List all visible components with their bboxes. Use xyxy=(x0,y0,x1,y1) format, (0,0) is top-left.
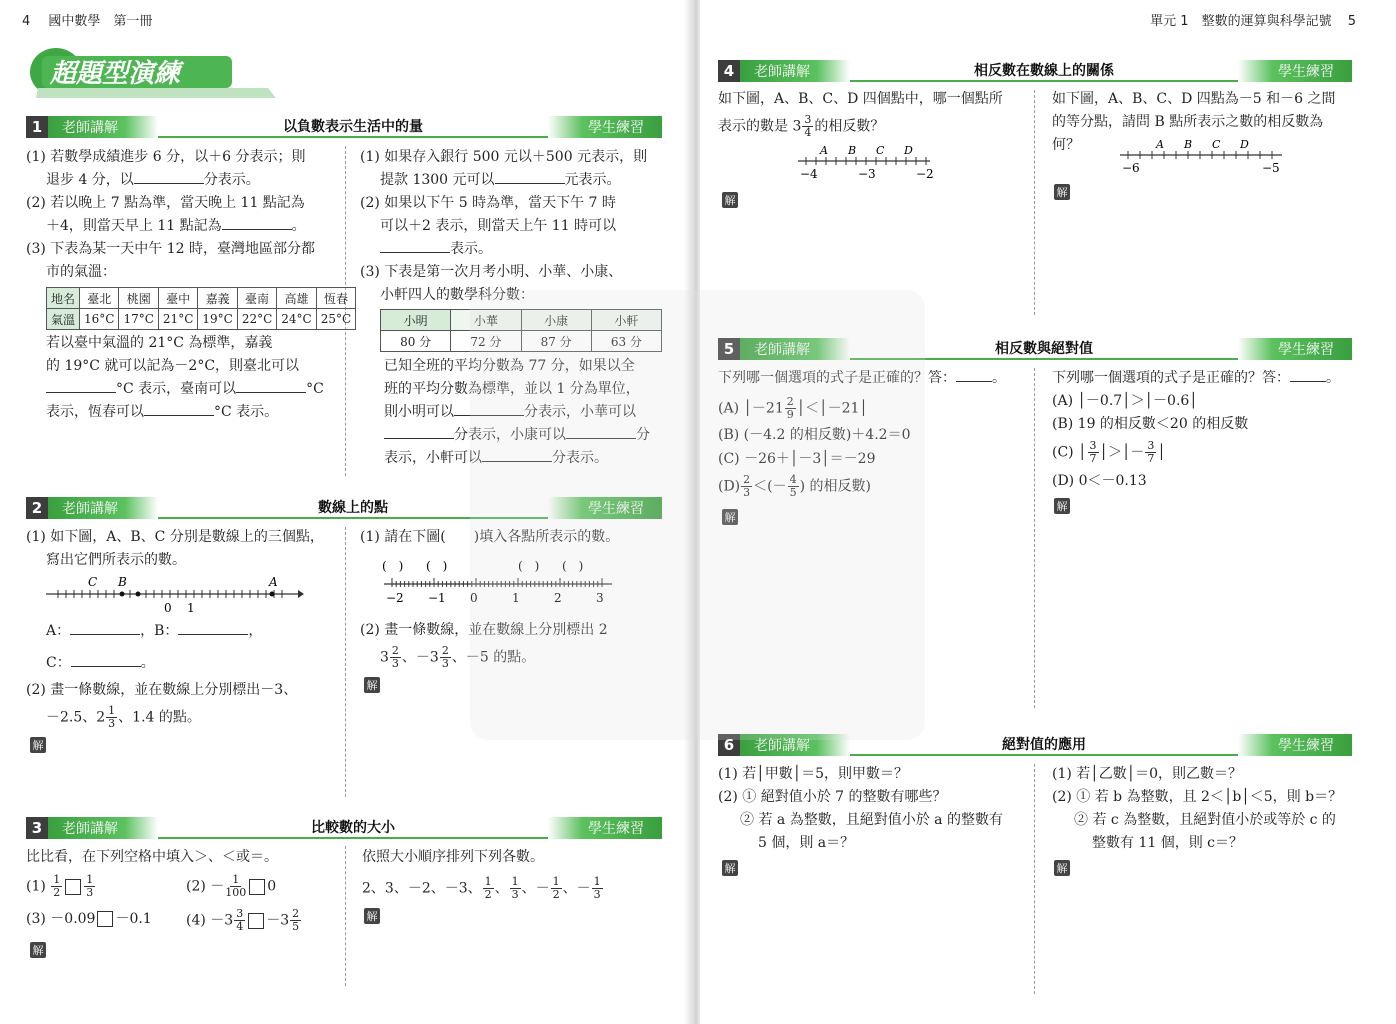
tick-label: −3 xyxy=(858,167,876,181)
text: 、 xyxy=(521,880,536,897)
point-label: B xyxy=(1184,138,1193,151)
table-cell: 22°C xyxy=(237,309,276,330)
text: 退步 4 分，以 xyxy=(46,172,134,188)
text-line xyxy=(384,424,650,447)
text-line xyxy=(46,378,324,401)
section-number: 3 xyxy=(26,817,48,839)
fraction: $\frac{1}{2}$ xyxy=(552,875,560,901)
text-line: (2) 畫一條數線，並在數線上分別標出－3、 xyxy=(26,682,298,698)
order-list xyxy=(362,876,604,901)
section-topic: 數線上的點 xyxy=(158,497,548,519)
table-row xyxy=(47,288,356,309)
table-row xyxy=(381,310,662,331)
text-line: (2) 如果以下午 5 時為準，當天下午 7 時 xyxy=(360,195,616,211)
text-line: 已知全班的平均分數為 77 分，如果以全 xyxy=(384,358,635,374)
text-line: 小軒四人的數學科分數： xyxy=(380,287,534,303)
text: 3 xyxy=(380,649,389,666)
text: ) 的相反數) xyxy=(799,478,871,495)
answer-blank[interactable] xyxy=(134,170,204,184)
denominator: 3 xyxy=(391,657,399,670)
table-cell: 臺北 xyxy=(80,288,119,309)
fraction xyxy=(785,396,796,421)
point-label-b: B xyxy=(118,575,127,589)
student-label: 學生練習 xyxy=(548,116,662,138)
text-line: 何？ xyxy=(1052,137,1080,153)
text-line: (3) 下表是第一次月考小明、小華、小康、 xyxy=(360,264,623,280)
text-line: 5 個，則 a＝？ xyxy=(758,835,855,851)
text-line: 可以＋2 表示，則當天上午 11 時可以 xyxy=(380,218,617,234)
text-line: 依照大小順序排列下列各數。 xyxy=(362,849,544,865)
tick-labels xyxy=(386,591,604,605)
solution-marker: 解 xyxy=(722,860,738,876)
page-number: 5 xyxy=(1347,14,1356,29)
text-line xyxy=(718,114,884,139)
fraction xyxy=(788,474,799,499)
option-b: (B) 19 的相反數＜20 的相反數 xyxy=(1052,416,1249,432)
section-topic: 以負數表示生活中的量 xyxy=(158,116,548,138)
denominator: 3 xyxy=(743,486,751,499)
number-line-fill xyxy=(378,556,618,608)
text: 。 xyxy=(992,370,1006,386)
section-topic: 相反數與絕對值 xyxy=(850,338,1238,360)
solution-marker: 解 xyxy=(30,737,46,753)
denominator: 4 xyxy=(804,126,812,139)
section-number: 6 xyxy=(718,734,740,756)
answer-blank[interactable] xyxy=(70,621,140,635)
fraction: $\frac{3}{4}$ xyxy=(236,907,244,933)
text: C： xyxy=(46,655,71,671)
answer-blank[interactable] xyxy=(178,621,248,635)
tick-label: 0 xyxy=(470,591,478,605)
answer-blank[interactable] xyxy=(71,653,141,667)
solution-marker: 解 xyxy=(1054,184,1070,200)
point-a xyxy=(270,592,275,597)
text-line xyxy=(380,645,535,670)
column-divider xyxy=(1034,368,1035,708)
fraction: $\frac{1}{3}$ xyxy=(593,875,601,901)
text-line: (1) 如下圖，A、B、C 分別是數線上的三個點， xyxy=(26,529,324,545)
table-cell: 25°C xyxy=(316,309,355,330)
section-number: 2 xyxy=(26,497,48,519)
table-cell: 桃園 xyxy=(119,288,158,309)
text-line: ② 若 a 為整數，且絕對值小於 a 的整數有 xyxy=(740,812,1003,828)
answer-box[interactable] xyxy=(97,911,113,927)
paren-group xyxy=(382,559,583,573)
text: 下列哪一個選項的式子是正確的？答： xyxy=(1052,370,1290,386)
table-cell: 21°C xyxy=(158,309,197,330)
text-line: 如下圖，A、B、C、D 四個點中，哪一個點所 xyxy=(718,91,1003,107)
page-header-left xyxy=(22,10,152,29)
denominator: 3 xyxy=(108,717,116,730)
point-c xyxy=(136,592,141,597)
option-d: (D) 0＜－0.13 xyxy=(1052,473,1147,489)
answer-blank[interactable] xyxy=(222,216,292,230)
numerator: 2 xyxy=(441,644,449,657)
section-2-bar xyxy=(26,497,662,519)
table-cell: 72 分 xyxy=(451,331,521,352)
solution-marker: 解 xyxy=(1054,860,1070,876)
table-cell: 87 分 xyxy=(521,331,591,352)
text: －2.5、2 xyxy=(46,709,106,726)
text-line: 的等分點，請問 B 點所表示之數的相反數為 xyxy=(1052,114,1324,130)
text-line: (1) 若│甲數│＝5，則甲數＝？ xyxy=(718,766,909,782)
text: (1) xyxy=(26,878,46,895)
text-line: ② 若 c 為整數，且絕對值小於或等於 c 的 xyxy=(1074,812,1336,828)
text: │＞│－ xyxy=(1099,444,1145,461)
text: 分表示。 xyxy=(552,450,608,466)
score-table xyxy=(380,309,662,352)
text-line: (1) 若│乙數│＝0，則乙數＝？ xyxy=(1052,766,1243,782)
text: (A) │－21 xyxy=(718,400,784,417)
student-label: 學生練習 xyxy=(1238,338,1352,360)
text: 2、3、－2、－3、 xyxy=(362,880,482,897)
text: 表示，恆春可以 xyxy=(46,404,144,420)
point-label: B xyxy=(848,144,857,157)
temperature-table xyxy=(46,287,356,330)
answer-paren: ( ) xyxy=(382,559,404,573)
teacher-label: 老師講解 xyxy=(740,60,850,82)
numerator: 3 xyxy=(804,113,812,126)
denominator: 5 xyxy=(789,486,797,499)
text-line: (2) 若以晚上 7 點為準，當天晚上 11 點記為 xyxy=(26,195,305,211)
numerator: 3 xyxy=(1089,439,1097,452)
point-b-dot xyxy=(120,592,125,597)
table-row xyxy=(47,309,356,330)
table-cell: 小明 xyxy=(381,310,451,331)
point-label: A xyxy=(1156,138,1164,151)
option-a: (A) │－0.7│＞│－0.6│ xyxy=(1052,393,1198,409)
text: °C 表示，臺南可以 xyxy=(116,381,237,397)
text: 分表示，小康可以 xyxy=(454,427,566,443)
table-row xyxy=(381,331,662,352)
answer-paren: ( ) xyxy=(518,559,540,573)
book-title: 國中數學 第一冊 xyxy=(48,14,153,29)
fraction: $\frac{1}{2}$ xyxy=(484,875,492,901)
teacher-label: 老師講解 xyxy=(48,817,158,839)
compare-item-2 xyxy=(186,874,276,899)
text-line xyxy=(380,238,492,261)
text-line: 整數有 11 個，則 c＝？ xyxy=(1092,835,1244,851)
tick-label: −5 xyxy=(1262,161,1280,175)
text: ，B： xyxy=(140,623,179,639)
table-cell: 小軒 xyxy=(591,310,661,331)
tick-label: 1 xyxy=(187,601,195,615)
text-line: 班的平均分數為標準，並以 1 分為單位， xyxy=(384,381,640,397)
text-line: (2) 畫一條數線，並在數線上分別標出 2 xyxy=(360,622,608,638)
tick-label: 1 xyxy=(512,591,520,605)
page-header-right xyxy=(1150,10,1356,29)
left-page xyxy=(0,0,690,1024)
table-cell: 臺南 xyxy=(237,288,276,309)
tick-label: 2 xyxy=(554,591,562,605)
point-labels xyxy=(1155,138,1249,151)
text: 0 xyxy=(267,878,277,895)
text-line xyxy=(380,169,621,192)
option-b: (B) (－4.2 的相反數)＋4.2＝0 xyxy=(718,427,911,443)
text-line: 市的氣溫： xyxy=(46,264,116,280)
text: 分表示。 xyxy=(203,172,260,188)
answer-box[interactable] xyxy=(249,879,265,895)
numerator: 2 xyxy=(743,473,751,486)
text: (C) │ xyxy=(1052,444,1087,461)
table-cell: 嘉義 xyxy=(198,288,237,309)
text: 、 xyxy=(494,880,509,897)
table-cell: 80 分 xyxy=(381,331,451,352)
section-number: 5 xyxy=(718,338,740,360)
text-line: 比比看，在下列空格中填入＞、＜或＝。 xyxy=(26,849,278,865)
table-cell: 臺中 xyxy=(158,288,197,309)
table-cell: 小華 xyxy=(451,310,521,331)
numerator: 1 xyxy=(108,704,116,717)
tick-labels xyxy=(1122,161,1280,175)
text: －3 xyxy=(266,912,290,929)
text: A： xyxy=(46,623,71,639)
answer-blank[interactable] xyxy=(566,425,636,439)
text-line: (1) 如果存入銀行 500 元以＋500 元表示，則 xyxy=(360,149,648,165)
text: － xyxy=(576,880,591,897)
text: 的相反數？ xyxy=(814,118,885,135)
tick-label: −2 xyxy=(916,167,934,181)
section-number: 1 xyxy=(26,116,48,138)
table-cell: 恆春 xyxy=(316,288,355,309)
text-line: (3) 下表為某一天中午 12 時，臺灣地區部分都 xyxy=(26,241,315,257)
banner-text: 超題型演練 xyxy=(50,59,181,89)
text: 。 xyxy=(1326,370,1340,386)
table-cell: 63 分 xyxy=(591,331,661,352)
page-number: 4 xyxy=(22,14,31,29)
denominator: 7 xyxy=(1147,452,1155,465)
fraction xyxy=(741,474,752,499)
student-label: 學生練習 xyxy=(1238,734,1352,756)
denominator: 7 xyxy=(1089,452,1097,465)
column-divider xyxy=(345,846,346,986)
answer-blank[interactable] xyxy=(1290,368,1326,382)
text-line xyxy=(46,705,201,730)
fraction xyxy=(390,645,401,670)
number-line-ticks xyxy=(392,578,602,587)
option-c xyxy=(1052,440,1166,465)
text-line xyxy=(46,215,306,238)
numerator: 2 xyxy=(391,644,399,657)
text: 表示的數是 3 xyxy=(718,118,802,135)
text: － xyxy=(535,880,550,897)
answer-blank[interactable] xyxy=(454,402,524,416)
text: °C xyxy=(306,381,324,397)
text: 、 xyxy=(562,880,577,897)
text: │＜│－21│ xyxy=(796,400,868,417)
number-line-abc xyxy=(44,572,306,618)
tick-label: −2 xyxy=(386,591,404,605)
teacher-label: 老師講解 xyxy=(740,338,850,360)
table-cell: 16°C xyxy=(80,309,119,330)
solution-marker: 解 xyxy=(364,677,380,693)
point-labels xyxy=(819,144,913,157)
point-label: D xyxy=(904,144,913,157)
text: 。 xyxy=(140,655,155,671)
fraction xyxy=(1145,440,1156,465)
table-cell: 高雄 xyxy=(277,288,316,309)
compare-item-4 xyxy=(186,908,302,933)
point-label: A xyxy=(820,144,828,157)
section-5-bar xyxy=(718,338,1352,360)
chapter-title: 單元 1 整數的運算與科學記號 xyxy=(1150,14,1332,29)
point-label: C xyxy=(876,144,885,157)
section-1-bar xyxy=(26,116,662,138)
solution-marker: 解 xyxy=(30,942,46,958)
table-cell: 小康 xyxy=(521,310,591,331)
answer-paren: ( ) xyxy=(426,559,448,573)
teacher-label: 老師講解 xyxy=(740,734,850,756)
fraction xyxy=(1088,440,1099,465)
numerator: 3 xyxy=(1147,439,1155,452)
text-line: (1) 若數學成績進步 6 分，以＋6 分表示；則 xyxy=(26,149,306,165)
banner-logo xyxy=(28,44,278,100)
column-divider xyxy=(1034,90,1035,315)
answer-blank[interactable] xyxy=(380,239,450,253)
teacher-label: 老師講解 xyxy=(48,116,158,138)
text-line xyxy=(46,169,260,192)
solution-marker: 解 xyxy=(722,192,738,208)
text: 元表示。 xyxy=(564,172,621,188)
tick-label: 3 xyxy=(596,591,604,605)
option-a xyxy=(718,396,868,421)
text-line: (1) 請在下圖( )填入各點所表示的數。 xyxy=(360,529,620,545)
table-cell: 地名 xyxy=(47,288,80,309)
answer-blank[interactable] xyxy=(46,379,116,393)
text: (3) －0.09 xyxy=(26,911,96,927)
answer-blank[interactable] xyxy=(144,402,214,416)
text: 、－5 的點。 xyxy=(451,649,536,666)
answer-blank[interactable] xyxy=(495,170,565,184)
text: ＜(－ xyxy=(753,478,787,495)
section-topic: 相反數在數線上的關係 xyxy=(850,60,1238,82)
fraction: $\frac{1}{100}$ xyxy=(225,873,247,899)
text: 、1.4 的點。 xyxy=(118,709,201,726)
option-d xyxy=(718,474,871,499)
student-label: 學生練習 xyxy=(548,497,662,519)
tick-label: −6 xyxy=(1122,161,1140,175)
text-line xyxy=(46,620,262,643)
text: (2) － xyxy=(186,878,225,895)
solution-marker: 解 xyxy=(722,509,738,525)
point-label: C xyxy=(1212,138,1221,151)
text-line: 的 19°C 就可以記為－2°C，則臺北可以 xyxy=(46,358,300,374)
fraction: $\frac{1}{3}$ xyxy=(511,875,519,901)
column-divider xyxy=(1034,764,1035,994)
answer-box[interactable] xyxy=(65,879,81,895)
compare-item-1 xyxy=(26,874,96,899)
text: 、－3 xyxy=(401,649,439,666)
answer-blank[interactable] xyxy=(956,368,992,382)
teacher-label: 老師講解 xyxy=(48,497,158,519)
text: ， xyxy=(248,623,263,639)
section-6-bar xyxy=(718,734,1352,756)
option-c: (C) －26＋│－3│＝－29 xyxy=(718,451,876,467)
answer-blank[interactable] xyxy=(384,425,454,439)
point-label: D xyxy=(1240,138,1249,151)
point-label-c: C xyxy=(88,575,98,589)
numerator: 2 xyxy=(786,395,794,408)
text-line xyxy=(384,401,636,424)
section-topic: 比較數的大小 xyxy=(158,817,548,839)
text: 提款 1300 元可以 xyxy=(380,172,495,188)
table-cell: 17°C xyxy=(119,309,158,330)
section-topic: 絕對值的應用 xyxy=(850,734,1238,756)
compare-item-3 xyxy=(26,908,152,931)
text: －0.1 xyxy=(115,911,152,927)
text-line xyxy=(46,652,155,675)
text: 則小明可以 xyxy=(384,404,454,420)
text: 表示，小軒可以 xyxy=(384,450,482,466)
text-line xyxy=(46,401,278,424)
tick-labels xyxy=(800,167,934,181)
text: 。 xyxy=(291,218,306,234)
text: 表示。 xyxy=(450,241,492,257)
student-label: 學生練習 xyxy=(548,817,662,839)
column-divider xyxy=(345,527,346,797)
text-line: 若以臺中氣溫的 21°C 為標準，嘉義 xyxy=(46,335,273,351)
text: 下列哪一個選項的式子是正確的？答： xyxy=(718,370,956,386)
text: (D) xyxy=(718,478,741,495)
numerator: 4 xyxy=(789,473,797,486)
answer-blank[interactable] xyxy=(236,379,306,393)
solution-marker: 解 xyxy=(1054,498,1070,514)
text: ＋4，則當天早上 11 點記為 xyxy=(46,218,222,234)
answer-blank[interactable] xyxy=(482,448,552,462)
solution-marker: 解 xyxy=(364,908,380,924)
text-line xyxy=(384,447,608,470)
text-line: (2) ① 若 b 為整數，且 2＜│b│＜5，則 b＝？ xyxy=(1052,789,1343,805)
table-cell: 24°C xyxy=(277,309,316,330)
text-line: 寫出它們所表示的數。 xyxy=(46,552,186,568)
fraction: $\frac{1}{3}$ xyxy=(86,873,94,899)
text: (4) －3 xyxy=(186,912,234,929)
fraction: $\frac{1}{2}$ xyxy=(53,873,61,899)
table-cell: 氣溫 xyxy=(47,309,80,330)
text-line xyxy=(718,367,1006,390)
number-line-abcd-2 xyxy=(1118,136,1288,178)
text-line: 如下圖，A、B、C、D 四點為－5 和－6 之間 xyxy=(1052,91,1336,107)
fraction xyxy=(440,645,451,670)
text: │ xyxy=(1157,444,1166,461)
text: 分表示，小華可以 xyxy=(524,404,636,420)
denominator: 9 xyxy=(786,408,794,421)
point-label-a: A xyxy=(269,575,278,589)
section-3-bar xyxy=(26,817,662,839)
student-label: 學生練習 xyxy=(1238,60,1352,82)
answer-box[interactable] xyxy=(248,913,264,929)
denominator: 3 xyxy=(441,657,449,670)
answer-paren: ( ) xyxy=(562,559,584,573)
section-4-bar xyxy=(718,60,1352,82)
tick-label: −1 xyxy=(428,591,446,605)
section-number: 4 xyxy=(718,60,740,82)
table-cell: 19°C xyxy=(198,309,237,330)
right-page xyxy=(700,0,1396,1024)
fraction: $\frac{2}{5}$ xyxy=(292,907,300,933)
number-line-abcd xyxy=(796,142,936,184)
fraction xyxy=(802,114,813,139)
text-line: (2) ① 絕對值小於 7 的整數有哪些？ xyxy=(718,789,947,805)
tick-label: −4 xyxy=(800,167,818,181)
fraction xyxy=(106,705,117,730)
text-line xyxy=(1052,367,1340,390)
text: 分 xyxy=(636,427,650,443)
text: °C 表示。 xyxy=(214,404,279,420)
tick-label: 0 xyxy=(164,601,172,615)
